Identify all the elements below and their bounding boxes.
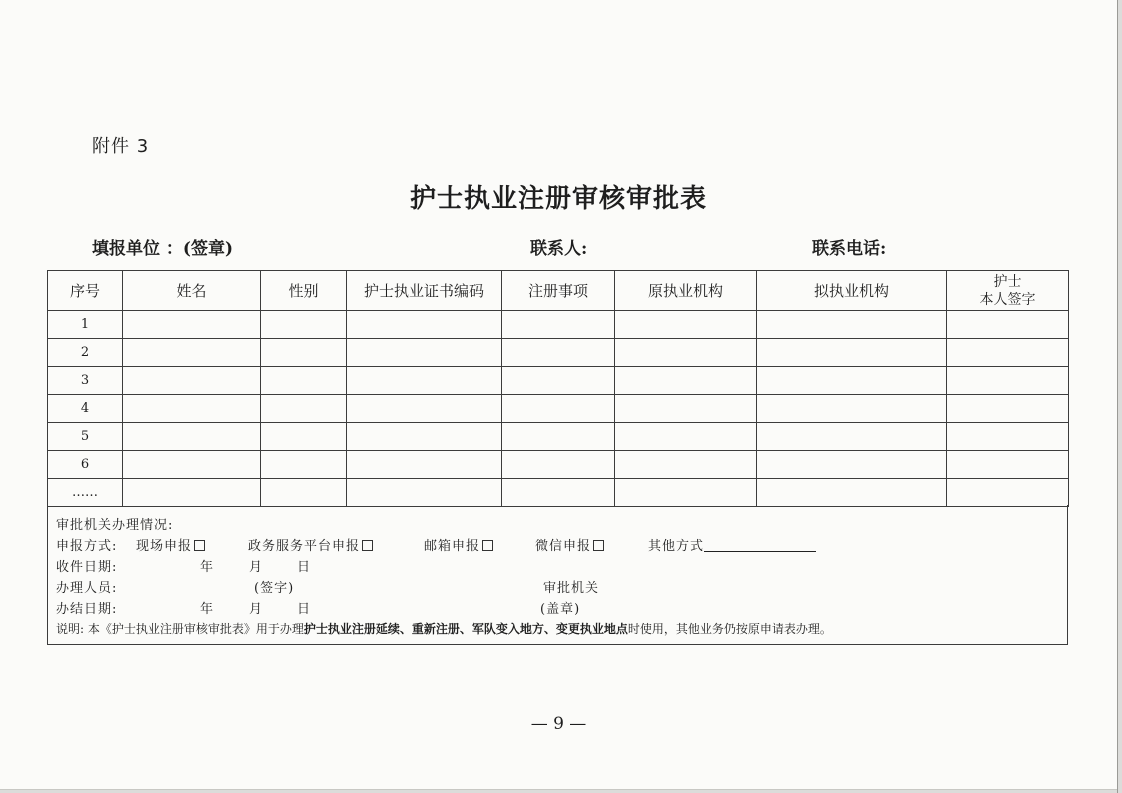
fill-unit-label: 填报单位 ：(签章) (92, 239, 234, 259)
completion-month: 月 (249, 602, 264, 617)
row-index: 6 (48, 451, 123, 479)
method-other[interactable] (648, 535, 816, 554)
table-row (48, 479, 1069, 507)
certificate-code-cell[interactable] (347, 451, 502, 479)
received-year: 年 (200, 560, 215, 575)
row-index: 4 (48, 395, 123, 423)
proposed-institution-cell[interactable] (757, 451, 947, 479)
original-institution-cell[interactable] (615, 339, 757, 367)
method-wechat[interactable] (535, 535, 604, 554)
proposed-institution-cell[interactable] (757, 339, 947, 367)
original-institution-cell[interactable] (615, 311, 757, 339)
table-row (48, 451, 1069, 479)
gender-cell[interactable] (261, 339, 347, 367)
original-institution-cell[interactable] (615, 367, 757, 395)
method-gov-platform-label: 政务服务平台申报 (248, 539, 361, 554)
header-nurse-signature-line1: 护士 (993, 273, 1022, 290)
gender-cell[interactable] (261, 479, 347, 507)
gender-cell[interactable] (261, 311, 347, 339)
registration-item-cell[interactable] (502, 339, 615, 367)
signature-cell[interactable] (947, 395, 1069, 423)
certificate-code-cell[interactable] (347, 479, 502, 507)
proposed-institution-cell[interactable] (757, 423, 947, 451)
usage-note (56, 620, 832, 637)
method-email[interactable] (424, 535, 493, 554)
signature-cell[interactable] (947, 451, 1069, 479)
table-row (48, 395, 1069, 423)
approval-authority-label: 审批机关 (543, 581, 600, 596)
method-gov-platform-checkbox[interactable] (362, 540, 373, 551)
name-cell[interactable] (123, 339, 261, 367)
usage-note-suffix: 时使用，其他业务仍按原申请表办理。 (627, 622, 832, 636)
signature-cell[interactable] (947, 339, 1069, 367)
row-index: 2 (48, 339, 123, 367)
table-row (48, 367, 1069, 395)
header-index: 序号 (48, 271, 123, 311)
table-row (48, 423, 1069, 451)
original-institution-cell[interactable] (615, 451, 757, 479)
header-nurse-signature-line2: 本人签字 (979, 291, 1036, 308)
method-onsite-checkbox[interactable] (194, 540, 205, 551)
signature-cell[interactable] (947, 423, 1069, 451)
proposed-institution-cell[interactable] (757, 367, 947, 395)
approval-seal: (盖章) (540, 602, 581, 617)
name-cell[interactable] (123, 367, 261, 395)
attachment-label: 附件 3 (92, 136, 150, 157)
header-nurse-signature (947, 271, 1069, 311)
header-proposed-institution: 拟执业机构 (757, 271, 947, 311)
approval-section (47, 505, 1068, 645)
signature-cell[interactable] (947, 367, 1069, 395)
registration-item-cell[interactable] (502, 395, 615, 423)
form-title: 护士执业注册审核审批表 (409, 184, 707, 214)
name-cell[interactable] (123, 451, 261, 479)
header-certificate-code: 护士执业证书编码 (347, 271, 502, 311)
method-onsite-label: 现场申报 (136, 539, 193, 554)
method-wechat-label: 微信申报 (535, 539, 592, 554)
gender-cell[interactable] (261, 451, 347, 479)
method-other-input[interactable] (704, 539, 816, 552)
table-row (48, 339, 1069, 367)
row-index: 3 (48, 367, 123, 395)
registration-item-cell[interactable] (502, 423, 615, 451)
scan-edge (1117, 0, 1118, 793)
name-cell[interactable] (123, 479, 261, 507)
certificate-code-cell[interactable] (347, 367, 502, 395)
table-body (48, 311, 1069, 507)
row-index: …… (48, 479, 123, 507)
registration-item-cell[interactable] (502, 367, 615, 395)
completion-year: 年 (200, 602, 215, 617)
handler-signature: (签字) (254, 581, 295, 596)
name-cell[interactable] (123, 311, 261, 339)
received-month: 月 (249, 560, 264, 575)
original-institution-cell[interactable] (615, 479, 757, 507)
header-name: 姓名 (123, 271, 261, 311)
method-onsite[interactable] (136, 535, 205, 554)
method-label: 申报方式: (56, 539, 118, 554)
registration-item-cell[interactable] (502, 451, 615, 479)
gender-cell[interactable] (261, 367, 347, 395)
completion-date-label: 办结日期: (56, 602, 118, 617)
method-email-label: 邮箱申报 (424, 539, 481, 554)
received-date-label: 收件日期: (56, 560, 118, 575)
page-number: — 9 — (530, 714, 587, 734)
proposed-institution-cell[interactable] (757, 479, 947, 507)
name-cell[interactable] (123, 423, 261, 451)
row-index: 5 (48, 423, 123, 451)
received-day: 日 (297, 560, 312, 575)
table-header-row (48, 271, 1069, 311)
header-gender: 性别 (261, 271, 347, 311)
certificate-code-cell[interactable] (347, 311, 502, 339)
gender-cell[interactable] (261, 395, 347, 423)
approval-heading: 审批机关办理情况: (56, 518, 174, 533)
certificate-code-cell[interactable] (347, 423, 502, 451)
handler-label: 办理人员: (56, 581, 118, 596)
usage-note-prefix: 说明: 本《护士执业注册审核审批表》用于办理 (56, 622, 304, 636)
method-wechat-checkbox[interactable] (593, 540, 604, 551)
method-gov-platform[interactable] (248, 535, 373, 554)
header-registration-item: 注册事项 (502, 271, 615, 311)
contact-phone-label: 联系电话: (812, 239, 887, 259)
certificate-code-cell[interactable] (347, 339, 502, 367)
signature-cell[interactable] (947, 479, 1069, 507)
contact-person-label: 联系人: (530, 239, 588, 259)
proposed-institution-cell[interactable] (757, 395, 947, 423)
method-email-checkbox[interactable] (482, 540, 493, 551)
usage-note-emphasis: 护士执业注册延续、重新注册、军队变入地方、变更执业地点 (303, 622, 628, 636)
proposed-institution-cell[interactable] (757, 311, 947, 339)
original-institution-cell[interactable] (615, 423, 757, 451)
name-cell[interactable] (123, 395, 261, 423)
method-other-label: 其他方式 (648, 539, 705, 554)
certificate-code-cell[interactable] (347, 395, 502, 423)
registration-item-cell[interactable] (502, 311, 615, 339)
gender-cell[interactable] (261, 423, 347, 451)
row-index: 1 (48, 311, 123, 339)
completion-day: 日 (297, 602, 312, 617)
original-institution-cell[interactable] (615, 395, 757, 423)
table-row (48, 311, 1069, 339)
registration-table (47, 270, 1069, 507)
header-original-institution: 原执业机构 (615, 271, 757, 311)
signature-cell[interactable] (947, 311, 1069, 339)
registration-item-cell[interactable] (502, 479, 615, 507)
